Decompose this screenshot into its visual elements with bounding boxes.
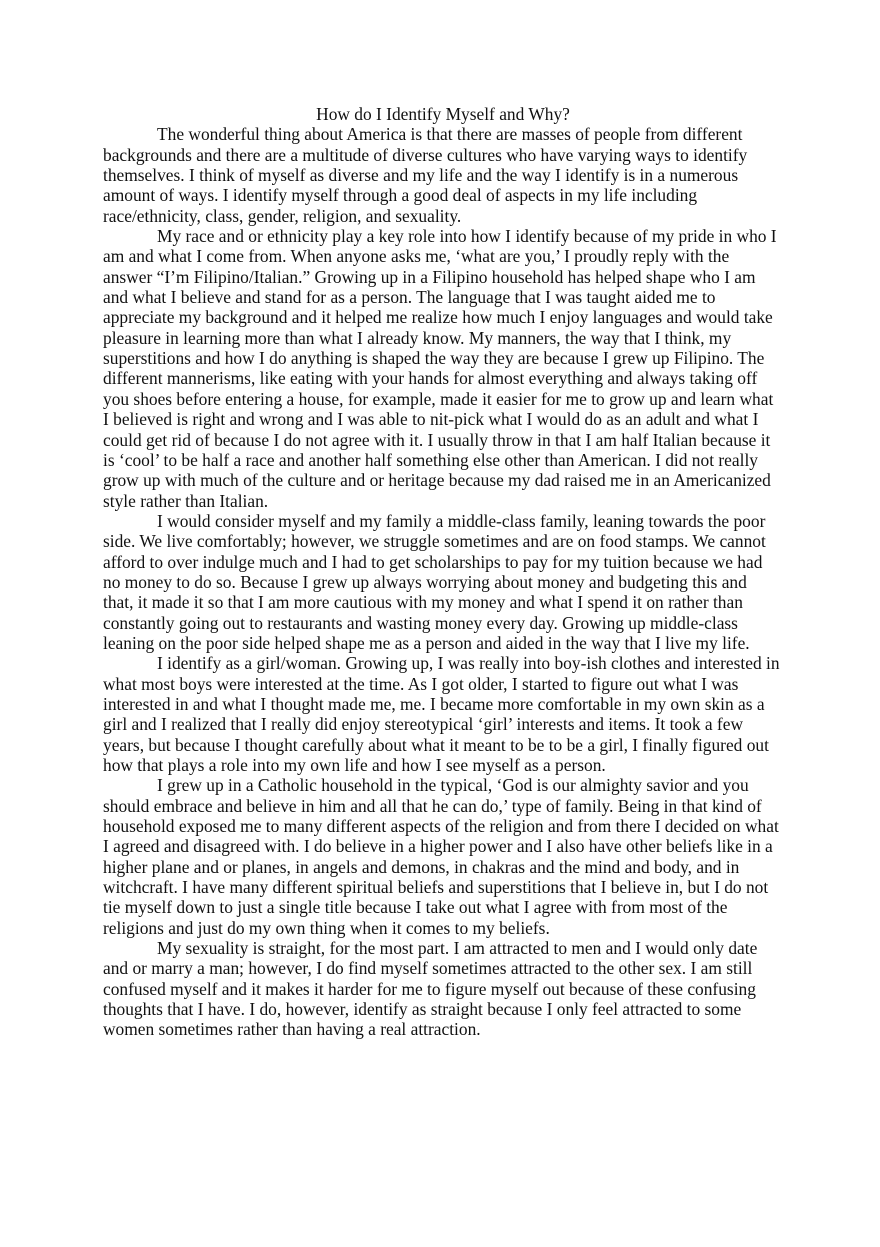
text-line: household exposed me to many different aspects of the religion and from there I decided on what [103,816,779,837]
paragraph [103,653,783,775]
document-page [103,104,783,1040]
text-line: backgrounds and there are a multitude of diverse cultures who have varying ways to identify [103,144,748,165]
text-line: appreciate my background and it helped me realize how much I enjoy languages and would take [103,307,773,328]
text-line: I would consider myself and my family a middle-class family, leaning towards the poor [157,510,766,531]
text-line: no money to do so. Because I grew up always worrying about money and budgeting this and [103,571,747,592]
text-line: constantly going out to restaurants and wasting money every day. Growing up middle-class [103,612,738,633]
text-line: religions and just do my own thing when it comes to my beliefs. [103,917,550,938]
paragraph [103,511,783,653]
text-line: witchcraft. I have many different spiritual beliefs and superstitions that I believe in, but I do not [103,877,769,898]
text-line: that, it made it so that I am more cautious with my money and what I spend it on rather than [103,592,743,613]
paragraph [103,775,783,938]
text-line: interested in and what I thought made me, me. I became more comfortable in my own skin as a [103,693,765,714]
text-line: style rather than Italian. [103,490,269,511]
text-line: I believed is right and wrong and I was able to nit-pick what I would do as an adult and what I [103,409,759,430]
document-body [103,124,783,1039]
text-line: girl and I realized that I really did enjoy stereotypical ‘girl’ interests and items. It took a few [103,714,744,735]
text-line: higher plane and or planes, in angels and demons, in chakras and the mind and body, and in [103,856,740,877]
text-line: I agreed and disagreed with. I do believe in a higher power and I also have other beliefs like in a [103,836,773,857]
text-line: The wonderful thing about America is that there are masses of people from different [157,124,743,145]
text-line: am and what I come from. When anyone asks me, ‘what are you,’ I proudly reply with the [103,246,730,267]
text-line: years, but because I thought carefully about what it meant to be to be a girl, I finally figured out [103,734,769,755]
text-line: confused myself and it makes it harder for me to figure myself out because of these confusing [103,978,756,999]
text-line: thoughts that I have. I do, however, identify as straight because I only feel attracted to some [103,999,742,1020]
text-line: how that plays a role into my own life and how I see myself as a person. [103,755,606,775]
text-line: race/ethnicity, class, gender, religion, and sexuality. [103,205,462,226]
text-line: and or marry a man; however, I do find myself sometimes attracted to the other sex. I am still [103,958,753,979]
document-title: How do I Identify Myself and Why? [316,104,570,124]
text-line: different mannerisms, like eating with your hands for almost everything and always taking off [103,368,758,389]
paragraph [103,938,783,1040]
text-line: and what I believe and stand for as a person. The language that I was taught aided me to [103,287,716,308]
paragraph [103,124,783,226]
text-line: I identify as a girl/woman. Growing up, I was really into boy-ish clothes and interested in [157,653,780,674]
text-line: My race and or ethnicity play a key role into how I identify because of my pride in who I [157,226,777,247]
text-line: I grew up in a Catholic household in the typical, ‘God is our almighty savior and you [157,775,749,796]
text-line: what most boys were interested at the time. As I got older, I started to figure out what I was [103,673,739,694]
text-line: My sexuality is straight, for the most part. I am attracted to men and I would only date [157,938,758,959]
text-line: leaning on the poor side helped shape me as a person and aided in the way that I live my life. [103,632,750,653]
text-line: afford to over indulge much and I had to get scholarships to pay for my tuition because we had [103,551,763,572]
text-line: women sometimes rather than having a real attraction. [103,1019,481,1040]
text-line: pleasure in learning more than what I already know. My manners, the way that I think, my [103,327,732,348]
text-line: tie myself down to just a single title because I take out what I agree with from most of the [103,897,728,918]
text-line: should embrace and believe in him and all that he can do,’ type of family. Being in that kind of [103,795,762,816]
text-line: superstitions and how I do anything is shaped the way they are because I grew up Filipino. The [103,348,765,369]
text-line: themselves. I think of myself as diverse and my life and the way I identify is in a numerous [103,165,739,186]
text-line: answer “I’m Filipino/Italian.” Growing up in a Filipino household has helped shape who I am [103,266,756,287]
text-line: could get rid of because I do not agree with it. I usually throw in that I am half Italian because it [103,429,771,450]
text-line: grow up with much of the culture and or heritage because my dad raised me in an Americanized [103,470,771,491]
paragraph [103,226,783,511]
text-line: you shoes before entering a house, for example, made it easier for me to grow up and learn what [103,388,774,409]
text-line: is ‘cool’ to be half a race and another half something else other than American. I did not really [103,449,758,470]
text-line: amount of ways. I identify myself through a good deal of aspects in my life including [103,185,698,206]
text-line: side. We live comfortably; however, we struggle sometimes and are on food stamps. We cannot [103,531,766,552]
